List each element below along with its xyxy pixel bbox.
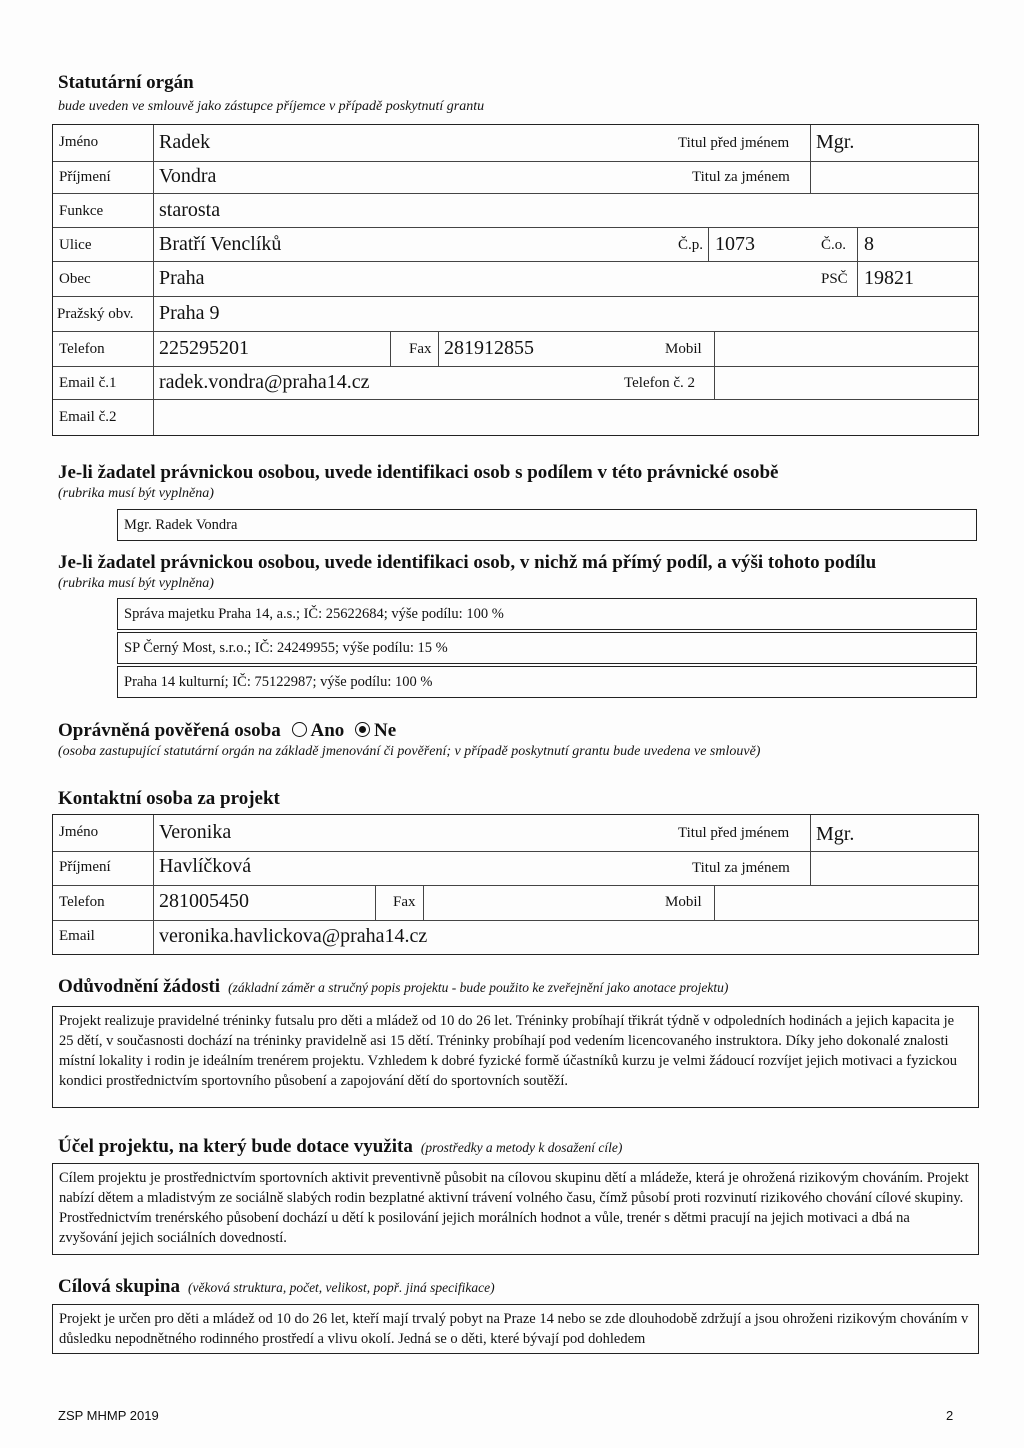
contact-label-name: Jméno bbox=[59, 824, 99, 840]
label-phone: Telefon bbox=[59, 341, 105, 357]
label-title-before: Titul před jménem bbox=[678, 135, 790, 151]
ownership-2-entry-2: SP Černý Most, s.r.o.; IČ: 24249955; výše podílu: 15 % bbox=[117, 632, 977, 664]
contact-label-phone: Telefon bbox=[59, 894, 105, 910]
value-surname: Vondra bbox=[159, 165, 217, 187]
value-cp: 1073 bbox=[715, 233, 755, 255]
purpose-heading-row bbox=[58, 1136, 622, 1158]
value-psc: 19821 bbox=[864, 267, 914, 289]
label-email2: Email č.2 bbox=[59, 409, 117, 425]
value-city: Praha bbox=[159, 267, 205, 289]
section-heading-contact: Kontaktní osoba za projekt bbox=[58, 788, 280, 809]
value-phone: 225295201 bbox=[159, 337, 249, 359]
value-name: Radek bbox=[159, 131, 211, 153]
label-co: Č.o. bbox=[821, 237, 847, 253]
ownership-1-entry: Mgr. Radek Vondra bbox=[117, 509, 977, 541]
section-heading-authorized: Oprávněná pověřená osoba bbox=[58, 720, 281, 741]
label-surname: Příjmení bbox=[59, 169, 111, 185]
target-text: Projekt je určen pro děti a mládež od 10 do 26 let, kteří mají trvalý pobyt na Praze 14 nebo se zde dlouhodobě zdržují a jsou ohroženi rizikovým chováním v důsledku nepodnětného rodinného prostředí a vlivu okolí. Jedná se o děti, které bývají pod dohledem bbox=[52, 1304, 979, 1354]
value-street: Bratří Venclíků bbox=[159, 233, 282, 255]
label-phone2: Telefon č. 2 bbox=[624, 375, 696, 391]
ownership-2-entry-3: Praha 14 kulturní; IČ: 75122987; výše podílu: 100 % bbox=[117, 666, 977, 698]
radio-yes-label: Ano bbox=[310, 720, 345, 741]
radio-no-label: Ne bbox=[374, 720, 397, 741]
authorized-note: (osoba zastupující statutární orgán na základě jmenování či pověření; v případě poskytnutí grantu bude uvedena ve smlouvě) bbox=[58, 744, 761, 759]
section-heading-target: Cílová skupina bbox=[58, 1276, 180, 1297]
radio-yes[interactable] bbox=[292, 722, 307, 737]
authorized-heading-row bbox=[58, 720, 396, 742]
contact-value-email: veronika.havlickova@praha14.cz bbox=[159, 925, 428, 947]
justification-text: Projekt realizuje pravidelné tréninky futsalu pro děti a mládež od 10 do 26 let. Tréninky probíhají třikrát týdně v odpoledních hodinách a jejich kapacita je 25 dětí, v současnosti dochází na tréninky pravidelně asi 15 dětí. Tréninky probíhají pod vedením licencovaného instruktora. Díky jeho dokonalé znalosti místní lokality i rodin je ideálním trenérem projektu. Vzhledem k dobré fyzické formě účastníků kurzu je velmi žádoucí rozvíjet jejich motivaci a fyzickou kondici prostřednictvím sportovního působení a zapojování dětí do sportovních soutěží. bbox=[52, 1006, 979, 1108]
value-email1: radek.vondra@praha14.cz bbox=[159, 371, 370, 393]
ownership-1-note: (rubrika musí být vyplněna) bbox=[58, 486, 214, 501]
contact-value-name: Veronika bbox=[159, 821, 232, 843]
contact-value-surname: Havlíčková bbox=[159, 855, 252, 877]
statutory-note: bude uveden ve smlouvě jako zástupce příjemce v případě poskytnutí grantu bbox=[58, 99, 485, 114]
value-district: Praha 9 bbox=[159, 302, 220, 324]
section-heading-purpose: Účel projektu, na který bude dotace využita bbox=[58, 1136, 413, 1157]
purpose-note: (prostředky a metody k dosažení cíle) bbox=[420, 1140, 623, 1155]
ownership-2-entry-1: Správa majetku Praha 14, a.s.; IČ: 25622684; výše podílu: 100 % bbox=[117, 598, 977, 630]
contact-label-fax: Fax bbox=[393, 894, 416, 910]
target-note: (věková struktura, počet, velikost, popř. jiná specifikace) bbox=[187, 1280, 495, 1295]
value-fax: 281912855 bbox=[444, 337, 534, 359]
page-number: 2 bbox=[946, 1408, 954, 1423]
section-heading-ownership-1: Je-li žadatel právnickou osobou, uvede identifikaci osob s podílem v této právnické osobě bbox=[58, 462, 779, 483]
contact-value-phone: 281005450 bbox=[159, 890, 249, 912]
label-name: Jméno bbox=[59, 134, 99, 150]
footer-label: ZSP MHMP 2019 bbox=[58, 1408, 159, 1423]
section-heading-justification: Odůvodnění žádosti bbox=[58, 976, 221, 997]
purpose-text: Cílem projektu je prostřednictvím sportovních aktivit preventivně působit na cílovou skupinu dětí a mládeže, která je ohrožená rizikovým chováním. Projekt nabízí dětem a mladistvým ze sociálně slabých rodin bezplatné aktivní trávení volného času, čímž působí proti rozvinutí rizikového chování cílové skupiny. Prostřednictvím trenérského působení dochází u dětí k posilování jejich morálních hodnot a vůle, trenér s dětmi pracují na jejich motivaci a dbá na zvyšování jejich sociálních dovedností. bbox=[52, 1163, 979, 1255]
section-heading-ownership-2: Je-li žadatel právnickou osobou, uvede identifikaci osob, v nichž má přímý podíl, a výši tohoto podílu bbox=[58, 552, 877, 573]
contact-table bbox=[52, 814, 979, 955]
radio-no[interactable] bbox=[355, 722, 370, 737]
contact-label-mobile: Mobil bbox=[665, 894, 702, 910]
label-cp: Č.p. bbox=[678, 237, 704, 253]
justification-heading-row bbox=[58, 976, 728, 998]
contact-value-title-before: Mgr. bbox=[816, 823, 855, 845]
label-fax: Fax bbox=[409, 341, 432, 357]
justification-note: (základní záměr a stručný popis projektu - bude použito ke zveřejnění jako anotace projektu) bbox=[228, 980, 729, 995]
value-co: 8 bbox=[864, 233, 874, 255]
contact-label-title-before: Titul před jménem bbox=[678, 825, 790, 841]
contact-label-email: Email bbox=[59, 928, 95, 944]
contact-label-title-after: Titul za jménem bbox=[692, 860, 790, 876]
section-heading-statutory: Statutární orgán bbox=[58, 72, 194, 93]
label-function: Funkce bbox=[59, 203, 104, 219]
contact-label-surname: Příjmení bbox=[59, 859, 111, 875]
label-district: Pražský obv. bbox=[57, 306, 134, 322]
statutory-table bbox=[52, 124, 979, 436]
ownership-2-note: (rubrika musí být vyplněna) bbox=[58, 576, 214, 591]
value-title-before: Mgr. bbox=[816, 131, 855, 153]
label-city: Obec bbox=[59, 271, 91, 287]
label-psc: PSČ bbox=[821, 271, 848, 287]
label-street: Ulice bbox=[59, 237, 92, 253]
value-function: starosta bbox=[159, 199, 221, 221]
label-email1: Email č.1 bbox=[59, 375, 117, 391]
target-heading-row bbox=[58, 1276, 495, 1298]
label-title-after: Titul za jménem bbox=[692, 169, 790, 185]
label-mobile: Mobil bbox=[665, 341, 702, 357]
